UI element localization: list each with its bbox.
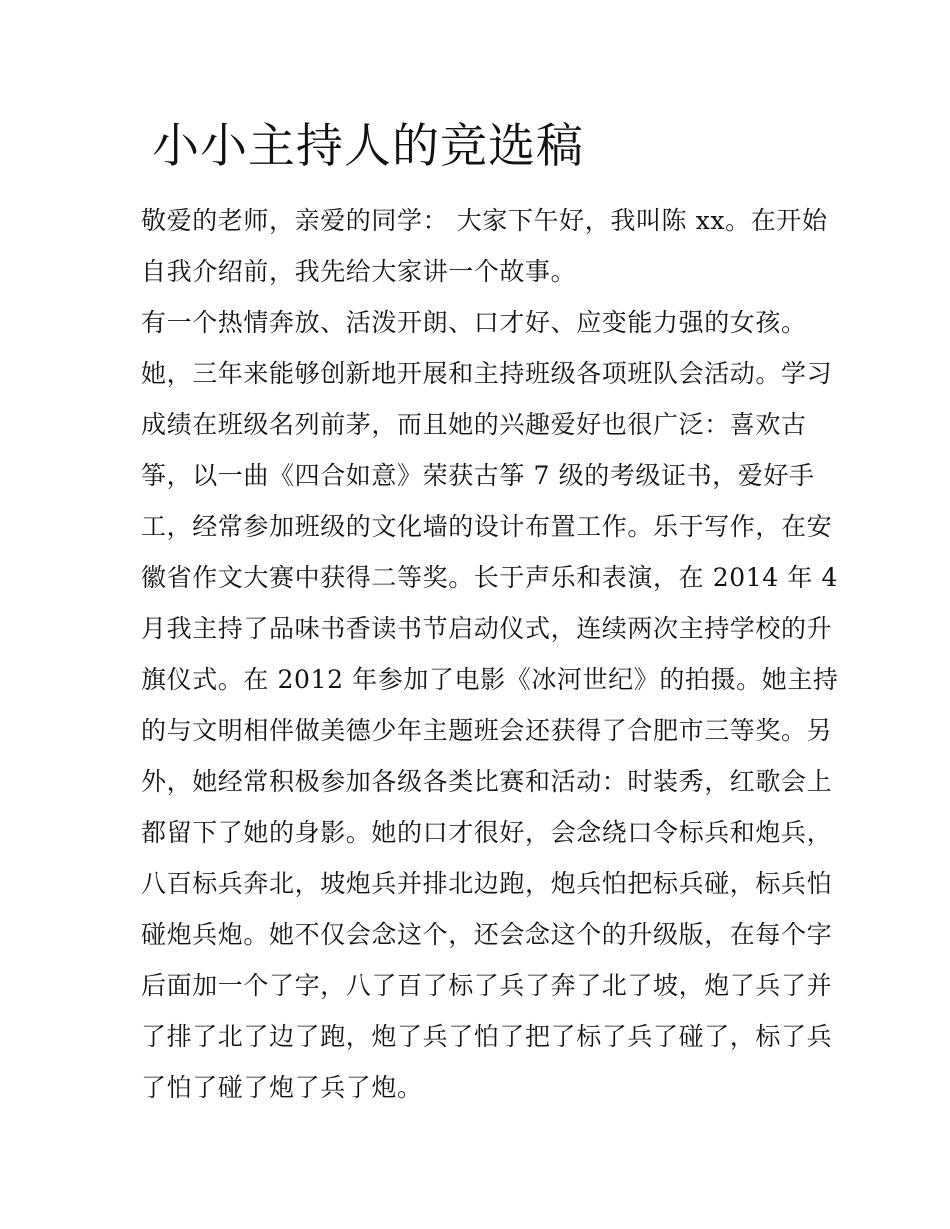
body-line: 工，经常参加班级的文化墙的设计布置工作。乐于写作，在安 — [141, 512, 833, 541]
body-line: 敬爱的老师，亲爱的同学： 大家下午好，我叫陈 xx。在开始 — [141, 206, 828, 235]
body-line: 有一个热情奔放、活泼开朗、口才好、应变能力强的女孩。 — [141, 308, 807, 337]
body-line: 八百标兵奔北，坡炮兵并排北边跑，炮兵怕把标兵碰，标兵怕 — [141, 869, 833, 898]
body-line: 碰炮兵炮。她不仅会念这个，还会念这个的升级版，在每个字 — [141, 920, 833, 949]
body-line: 了排了北了边了跑，炮了兵了怕了把了标了兵了碰了，标了兵 — [141, 1022, 833, 1051]
body-line: 了怕了碰了炮了兵了炮。 — [141, 1073, 423, 1102]
body-line: 外，她经常积极参加各级各类比赛和活动：时装秀，红歌会上 — [141, 767, 833, 796]
body-line: 后面加一个了字，八了百了标了兵了奔了北了坡，炮了兵了并 — [141, 971, 833, 1000]
body-line: 都留下了她的身影。她的口才很好，会念绕口令标兵和炮兵， — [141, 818, 833, 847]
document-title: 小小主持人的竞选稿 — [152, 119, 584, 174]
body-line: 月我主持了品味书香读书节启动仪式，连续两次主持学校的升 — [141, 614, 833, 643]
body-line: 徽省作文大赛中获得二等奖。长于声乐和表演，在 2014 年 4 — [141, 563, 838, 592]
body-line: 旗仪式。在 2012 年参加了电影《冰河世纪》的拍摄。她主持 — [141, 665, 839, 694]
body-line: 自我介绍前，我先给大家讲一个故事。 — [141, 257, 577, 286]
body-line: 筝，以一曲《四合如意》荣获古筝 7 级的考级证书，爱好手 — [141, 461, 815, 490]
body-line: 的与文明相伴做美德少年主题班会还获得了合肥市三等奖。另 — [141, 716, 833, 745]
body-line: 她，三年来能够创新地开展和主持班级各项班队会活动。学习 — [141, 359, 833, 388]
body-line: 成绩在班级名列前茅，而且她的兴趣爱好也很广泛：喜欢古 — [141, 410, 807, 439]
